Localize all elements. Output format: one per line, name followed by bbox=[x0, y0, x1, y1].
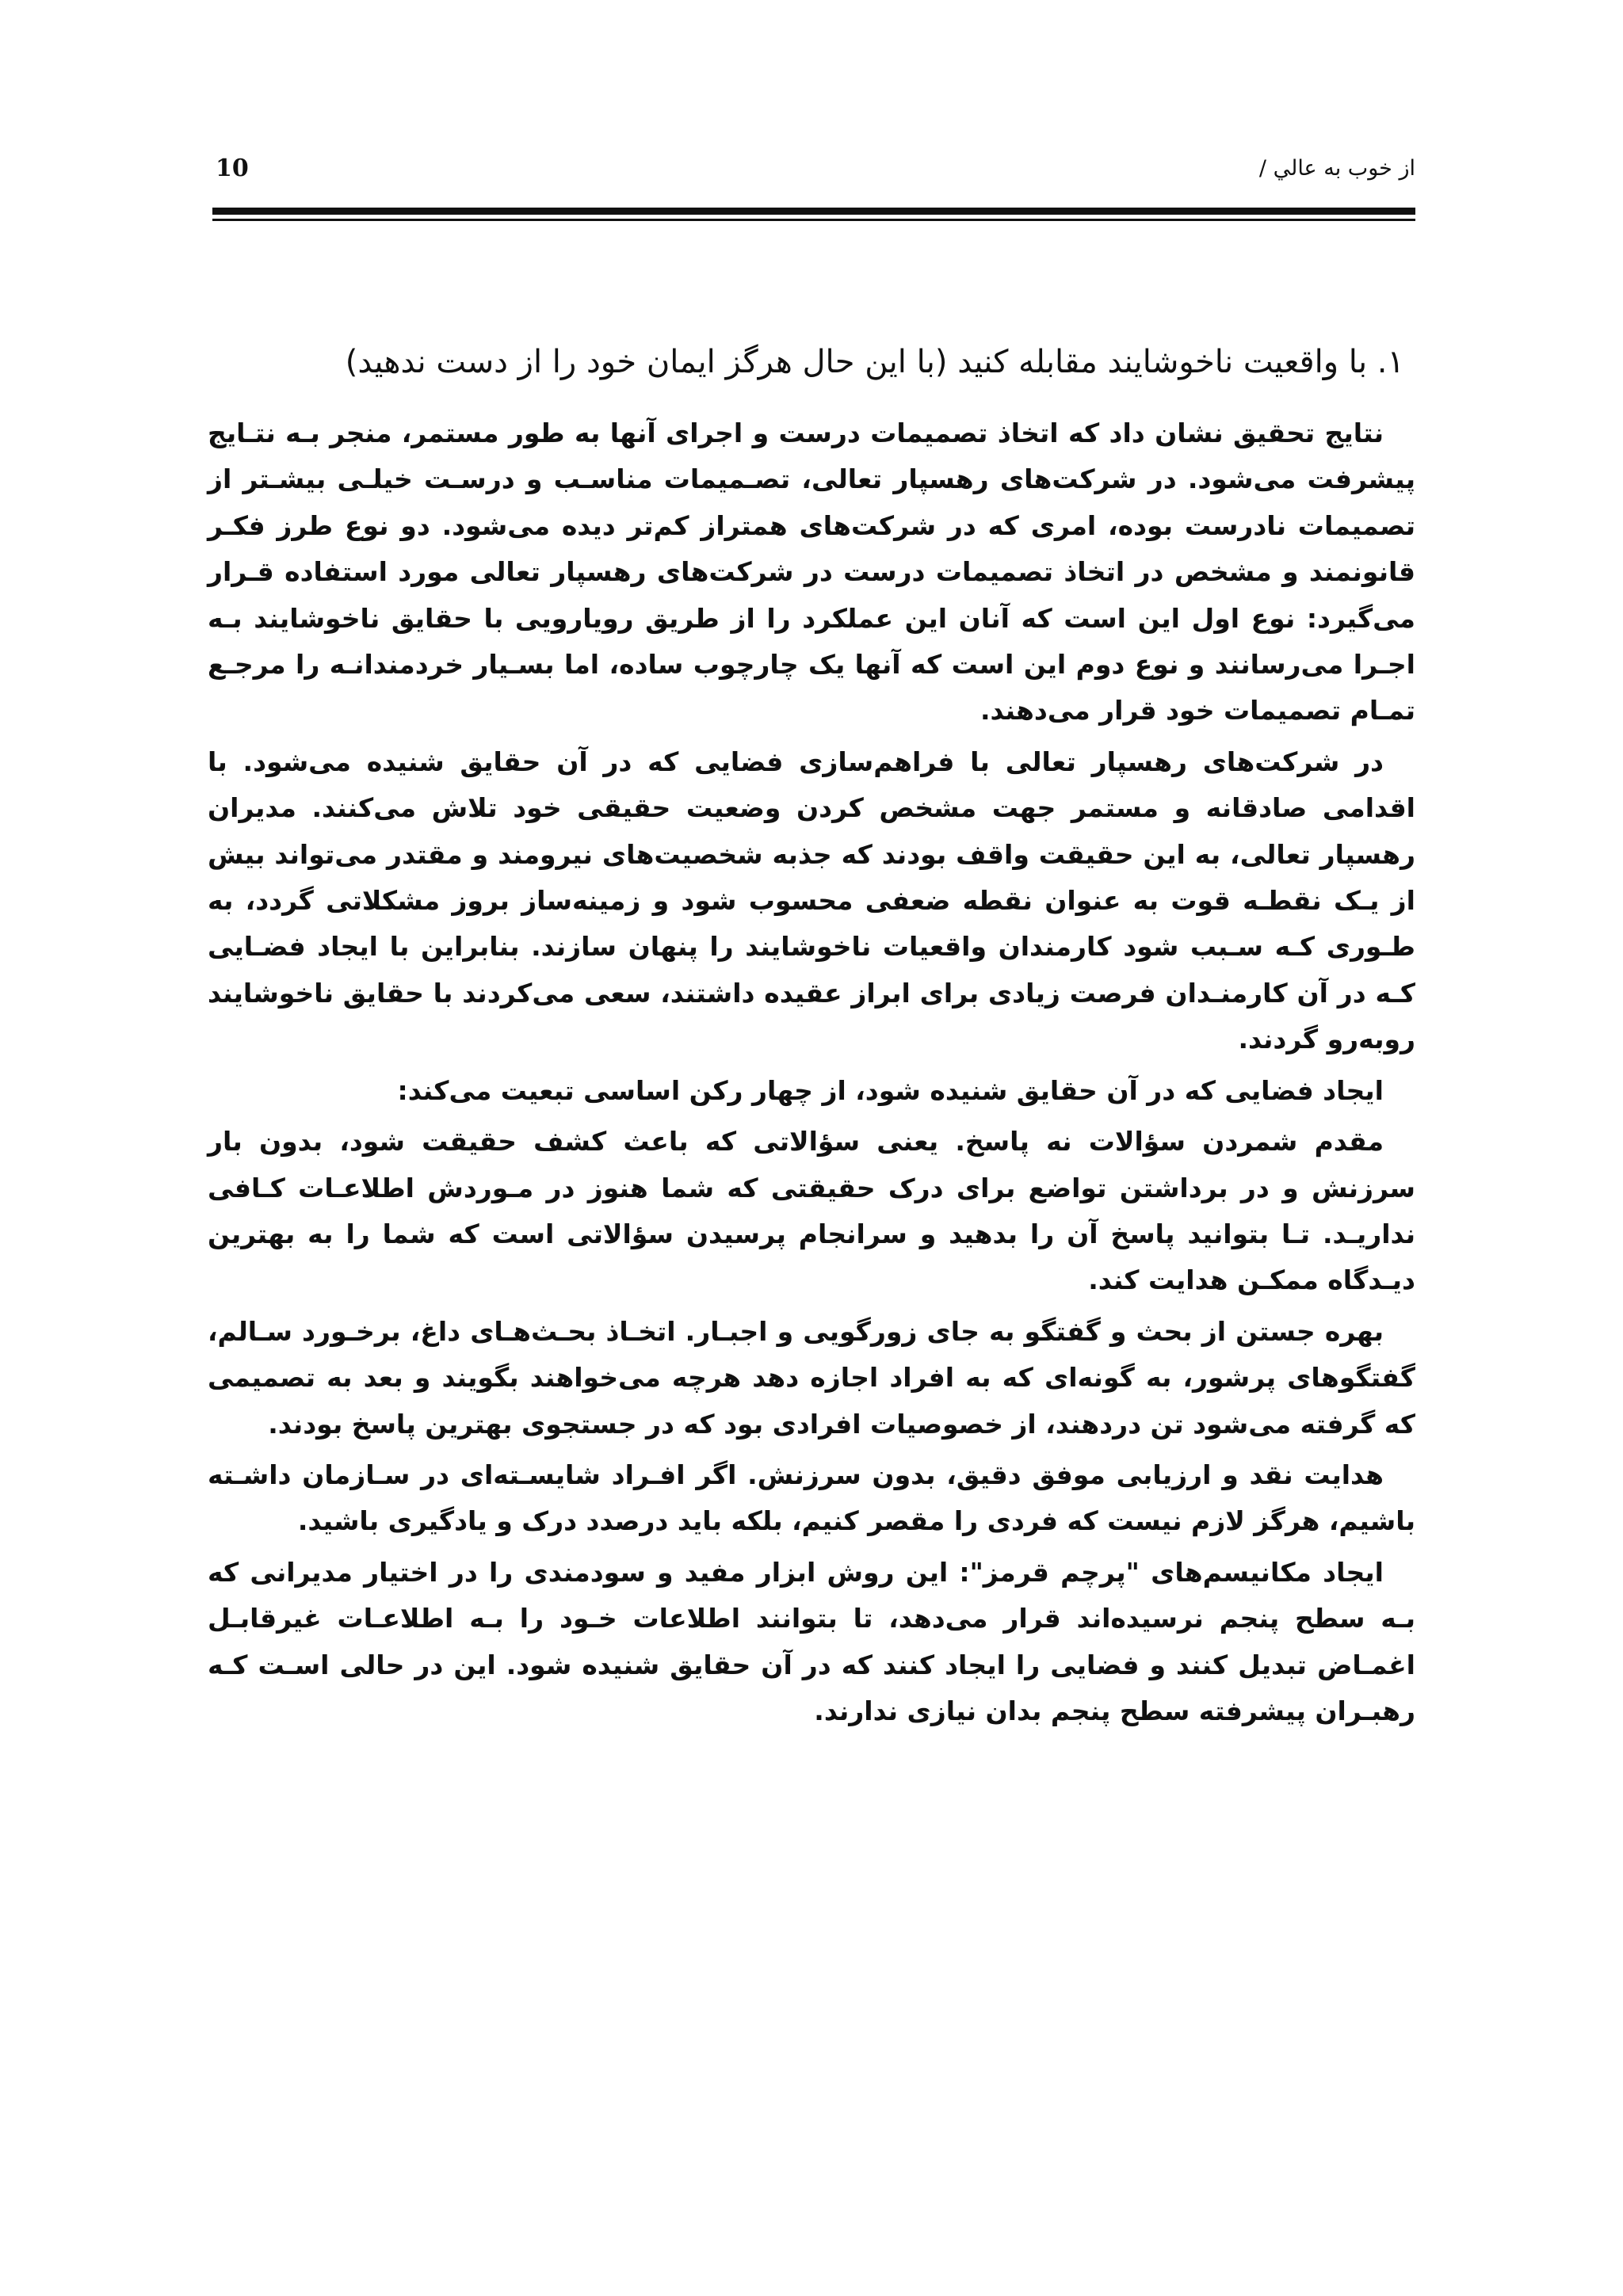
paragraph-red-flag-mechanisms: ايجاد مکانيسم‌هاى "پرچم قرمز": اين روش ابزار مفيد و سودمندى را در اختيار مديرانى که بـه سطح پنجم نرسيده‌اند قرار مى‌دهد، تا بتوانند اطلاعات خـود را بـه اطلاعـات غيرقابـل اغمـاض تبديل کنند و فضايى را ايجاد کنند که در آن حقايق شنيده شود. اين در حالى اسـت کـه رهبـران پيشرفته سطح پنجم بدان نيازى ندارند. bbox=[208, 1556, 1415, 1726]
running-header bbox=[212, 154, 1415, 202]
body-content bbox=[208, 334, 1415, 1739]
paragraph-four-pillars-intro: ايجاد فضايى که در آن حقايق شنيده شود، از چهار رکن اساسى تبعيت مى‌کند: bbox=[397, 1074, 1384, 1106]
paragraph-dialogue-not-coercion: بهره جستن از بحث و گفتگو به جاى زورگويى و اجبـار. اتخـاذ بحـث‌هـاى داغ، برخـورد سـالم، گفتگوهاى پرشور، به گونه‌اى که به افراد اجازه دهد هرچه مى‌خواهند بگويند و بعد به تصميمى که گرفته مى‌شود تن دردهند، از خصوصيات افرادى بود که در جستجوى بهترين پاسخ بودند. bbox=[208, 1315, 1415, 1440]
paragraph-questions-not-answers: مقدم شمردن سؤالات نه پاسخ. يعنى سؤالاتى که باعث کشف حقيقت شود، بدون بار سرزنش و در برداشتن تواضع براى درک حقيقتى که شما هنوز در مـوردش اطلاعـات کـافى نداريـد. تـا بتوانيد پاسخ آن را بدهيد و سرانجام پرسيدن سؤالاتى است که شما را به بهترين ديـدگاه ممکـن هدايت کند. bbox=[208, 1126, 1415, 1296]
page-number: 10 bbox=[216, 154, 249, 182]
header-rule-thick bbox=[212, 208, 1415, 215]
paragraph-truth-climate: در شرکت‌هاى رهسپار تعالى با فراهم‌سازى فضايى که در آن حقايق شنيده مى‌شود. با اقدامى صادقانه و مستمر جهت مشخص کردن وضعيت حقيقى خود تلاش مى‌کنند. مديران رهسپار تعالى، به اين حقيقت واقف بودند که جذبه شخصيت‌هاى نيرومند و مقتدر مى‌تواند بيش از يـک نقطـه قوت به عنوان نقطه ضعفى محسوب شود و زمينه‌ساز بروز مشکلاتى گردد، به طـورى کـه سـبب شود کارمندان واقعيات ناخوشايند را پنهان سازند. بنابراين با ايجاد فضـايى کـه در آن کارمنـدان فرصت زيادى براى ابراز عقيده داشتند، سعى مى‌کردند با حقايق ناخوشايند روبه‌رو گردند. bbox=[208, 746, 1415, 1055]
book-title: از خوب به عالي / bbox=[1258, 156, 1415, 181]
paragraph-autopsies-without-blame: هدايت نقد و ارزيابى موفق دقيق، بدون سرزنش. اگر افـراد شايسـته‌اى در سـازمان داشـته باشيم، هرگز لازم نيست که فردى را مقصر کنيم، بلکه بايد درصدد درک و يادگيرى باشيد. bbox=[208, 1459, 1415, 1537]
paragraph-research-findings: نتايج تحقيق نشان داد که اتخاذ تصميمات درست و اجراى آنها به طور مستمر، منجر بـه نتـايج پيشرفت مى‌شود. در شرکت‌هاى رهسپار تعالى، تصـميمات مناسـب و درسـت خيلـى بيشـتر از تصميمات نادرست بوده، امرى که در شرکت‌هاى همتراز کم‌تر ديده مى‌شود. دو نوع طرز فکـر قانونمند و مشخص در اتخاذ تصميمات درست در شرکت‌هاى رهسپار تعالى مورد استفاده قـرار مى‌گيرد: نوع اول اين است که آنان اين عملکرد را از طريق رويارويى با حقايق ناخوشايند بـه اجـرا مى‌رسانند و نوع دوم اين است که آنها يک چارچوب ساده، اما بسـيار خردمندانـه را مرجـع تمـام تصميمات خود قرار مى‌دهند. bbox=[208, 418, 1415, 727]
header-rule-thin bbox=[212, 219, 1415, 221]
section-heading: ۱. با واقعيت ناخوشايند مقابله کنيد (با اين حال هرگز ايمان خود را از دست ندهيد) bbox=[345, 344, 1404, 380]
